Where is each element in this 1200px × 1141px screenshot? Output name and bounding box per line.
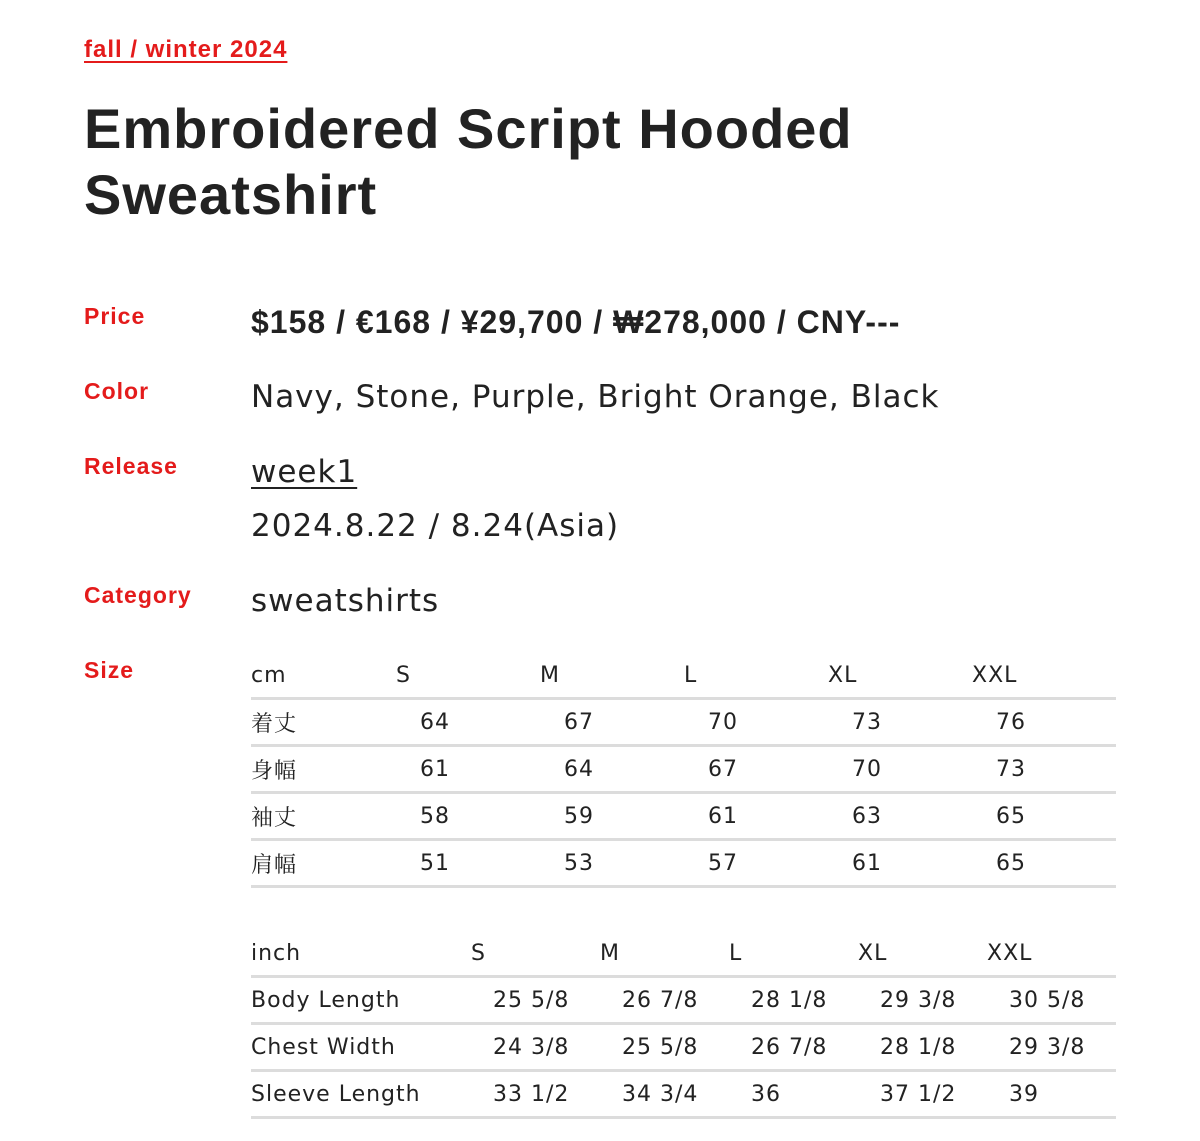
- category-label: Category: [84, 582, 192, 608]
- table-row: [251, 746, 1116, 793]
- row-label: 着丈: [251, 699, 396, 746]
- size-label: Size: [84, 657, 135, 683]
- row-label: 身幅: [251, 746, 396, 793]
- color-value: Navy, Stone, Purple, Bright Orange, Black: [251, 379, 940, 415]
- season-link[interactable]: fall / winter 2024: [84, 36, 288, 63]
- table-cell: 30 5/8: [987, 977, 1116, 1024]
- price-label: Price: [84, 303, 146, 329]
- table-row: [251, 699, 1116, 746]
- table-cell: 76: [972, 699, 1116, 746]
- table-row: [251, 840, 1116, 887]
- product-title: Embroidered Script Hooded Sweatshirt: [84, 97, 853, 226]
- size-table-cm: [251, 653, 1116, 888]
- table-cell: 28 1/8: [858, 1024, 987, 1071]
- color-label: Color: [84, 378, 150, 404]
- release-week-link[interactable]: week1: [251, 454, 358, 490]
- table-cell: 26 7/8: [600, 977, 729, 1024]
- table-cell: 65: [972, 840, 1116, 887]
- table-cell: 65: [972, 793, 1116, 840]
- column-header-s: S: [396, 653, 540, 699]
- table-cell: 59: [540, 793, 684, 840]
- column-header-l: L: [729, 931, 858, 977]
- table-cell: 57: [684, 840, 828, 887]
- unit-header-inch: inch: [251, 931, 471, 977]
- table-cell: 28 1/8: [729, 977, 858, 1024]
- table-cell: 36: [729, 1071, 858, 1118]
- table-cell: 61: [684, 793, 828, 840]
- table-row: [251, 1024, 1116, 1071]
- release-label: Release: [84, 453, 178, 479]
- column-header-xxl: XXL: [972, 653, 1116, 699]
- table-cell: 51: [396, 840, 540, 887]
- table-header-row: [251, 931, 1116, 977]
- row-label: 肩幅: [251, 840, 396, 887]
- table-cell: 25 5/8: [600, 1024, 729, 1071]
- column-header-xl: XL: [858, 931, 987, 977]
- unit-header-cm: cm: [251, 653, 396, 699]
- row-label: Sleeve Length: [251, 1071, 471, 1118]
- table-row: [251, 1071, 1116, 1118]
- table-cell: 37 1/2: [858, 1071, 987, 1118]
- table-cell: 70: [684, 699, 828, 746]
- table-cell: 67: [684, 746, 828, 793]
- column-header-l: L: [684, 653, 828, 699]
- price-value: $158 / €168 / ¥29,700 / ₩278,000 / CNY---: [251, 304, 901, 340]
- row-label: Body Length: [251, 977, 471, 1024]
- table-cell: 33 1/2: [471, 1071, 600, 1118]
- table-cell: 25 5/8: [471, 977, 600, 1024]
- table-cell: 64: [396, 699, 540, 746]
- table-cell: 29 3/8: [987, 1024, 1116, 1071]
- column-header-m: M: [540, 653, 684, 699]
- table-cell: 26 7/8: [729, 1024, 858, 1071]
- table-cell: 39: [987, 1071, 1116, 1118]
- release-date: 2024.8.22 / 8.24(Asia): [251, 508, 620, 544]
- category-value: sweatshirts: [251, 583, 440, 619]
- row-label: 袖丈: [251, 793, 396, 840]
- table-cell: 61: [828, 840, 972, 887]
- column-header-xxl: XXL: [987, 931, 1116, 977]
- table-cell: 64: [540, 746, 684, 793]
- table-header-row: [251, 653, 1116, 699]
- table-cell: 73: [972, 746, 1116, 793]
- table-cell: 53: [540, 840, 684, 887]
- column-header-s: S: [471, 931, 600, 977]
- table-cell: 61: [396, 746, 540, 793]
- table-row: [251, 977, 1116, 1024]
- table-cell: 73: [828, 699, 972, 746]
- column-header-xl: XL: [828, 653, 972, 699]
- table-cell: 24 3/8: [471, 1024, 600, 1071]
- row-label: Chest Width: [251, 1024, 471, 1071]
- table-row: [251, 793, 1116, 840]
- table-cell: 29 3/8: [858, 977, 987, 1024]
- table-cell: 70: [828, 746, 972, 793]
- table-cell: 34 3/4: [600, 1071, 729, 1118]
- size-table-inch: [251, 931, 1116, 1119]
- table-cell: 67: [540, 699, 684, 746]
- table-cell: 58: [396, 793, 540, 840]
- column-header-m: M: [600, 931, 729, 977]
- table-cell: 63: [828, 793, 972, 840]
